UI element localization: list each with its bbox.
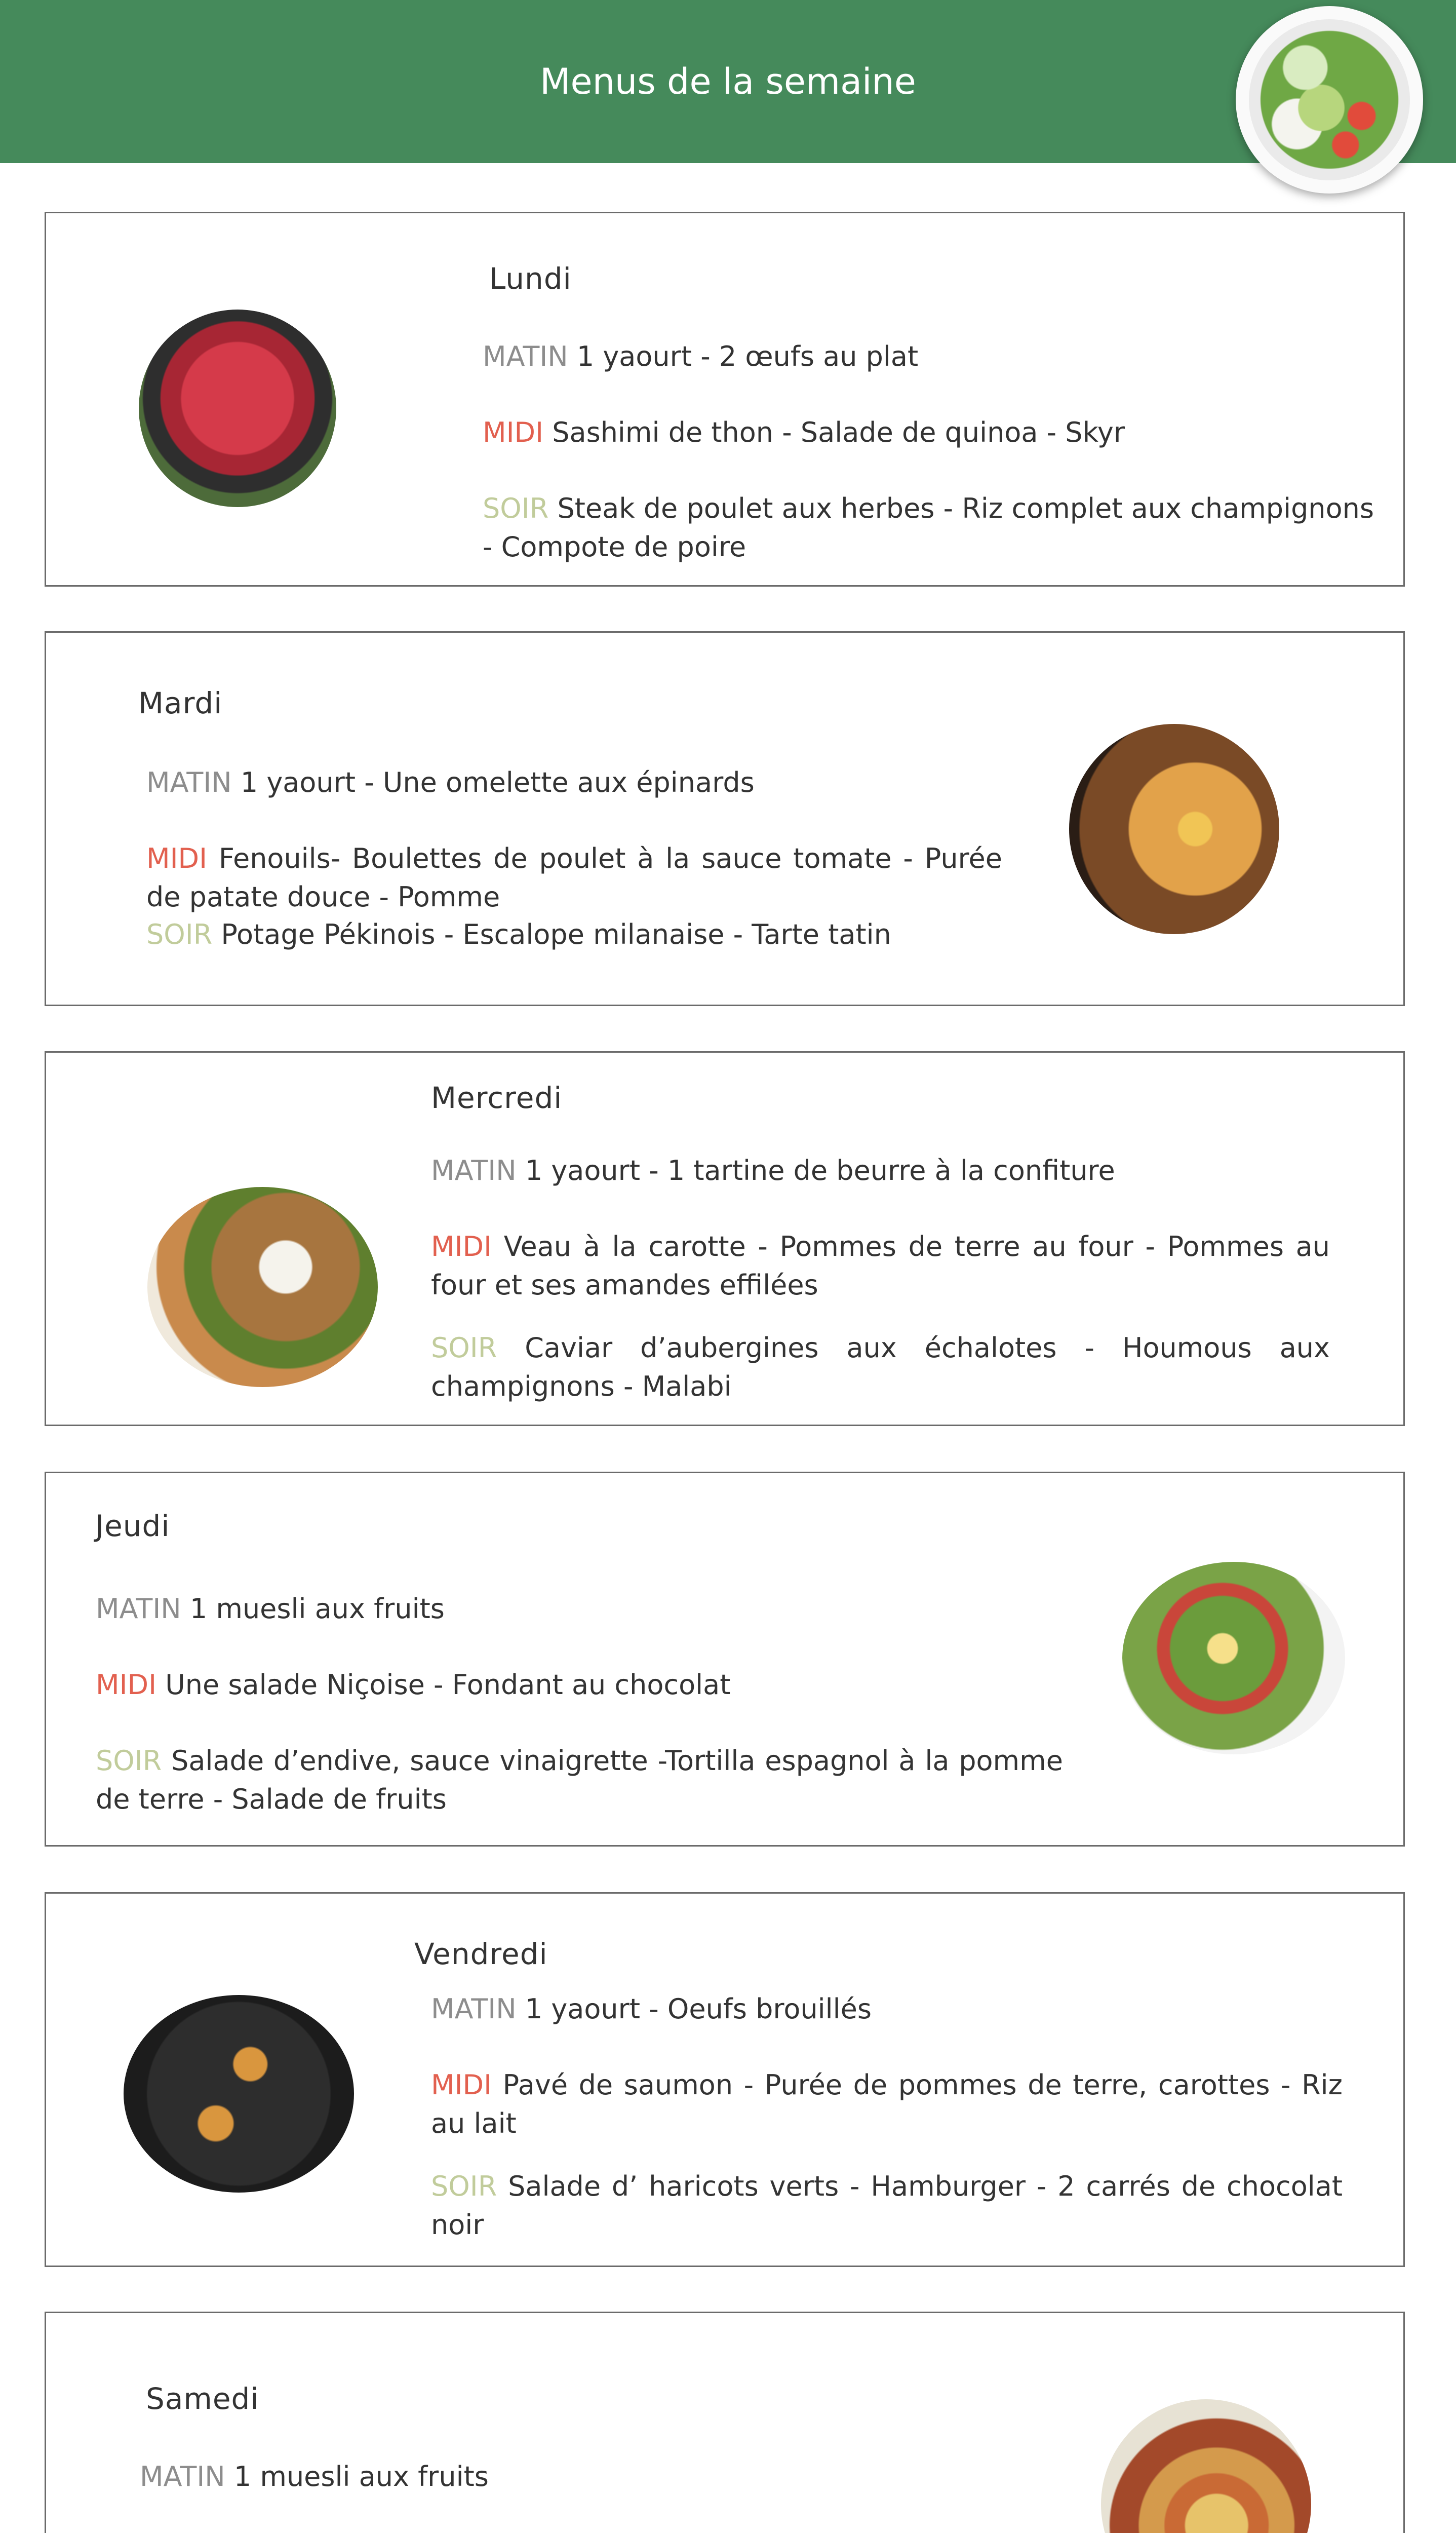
meal-text: Une salade Niçoise - Fondant au chocolat: [165, 1669, 731, 1701]
day-name: Vendredi: [414, 1937, 548, 1971]
label-matin: MATIN: [431, 1155, 517, 1186]
meal-text: Sashimi de thon - Salade de quinoa - Skyr: [552, 416, 1125, 448]
day-card-mardi: [45, 631, 1405, 1006]
label-soir: SOIR: [146, 918, 213, 950]
meal-matin: [96, 1590, 1063, 1628]
meal-matin: [146, 763, 1002, 802]
couscous-image: [1101, 2399, 1311, 2533]
label-soir: SOIR: [431, 1332, 497, 1364]
meal-text: 1 yaourt - Une omelette aux épinards: [240, 766, 755, 798]
day-card-lundi: [45, 212, 1405, 587]
meal-text: Steak de poulet aux herbes - Riz complet aux champignons - Compote de poire: [483, 492, 1374, 563]
meal-text: 1 yaourt - 2 œufs au plat: [576, 340, 919, 372]
meal-text: Pavé de saumon - Purée de pommes de terre, carottes - Riz au lait: [431, 2069, 1343, 2139]
label-midi: MIDI: [96, 1669, 157, 1701]
meal-soir: [431, 2167, 1343, 2244]
day-name: Mercredi: [431, 1081, 563, 1115]
meal-matin: [483, 337, 1374, 376]
meal-soir: [483, 489, 1374, 566]
day-name: Jeudi: [95, 1509, 170, 1543]
meal-matin: [431, 1152, 1330, 1190]
meal-soir: [96, 1742, 1063, 1819]
meal-midi: [483, 413, 1374, 452]
meal-soir: [146, 915, 1002, 954]
label-midi: MIDI: [483, 416, 544, 448]
label-soir: SOIR: [96, 1745, 162, 1777]
day-name: Samedi: [146, 2382, 259, 2416]
hamburger-image: [124, 1995, 354, 2193]
label-midi: MIDI: [431, 1231, 492, 1262]
meal-text: 1 yaourt - Oeufs brouillés: [525, 1993, 872, 2025]
day-name: Mardi: [138, 686, 223, 720]
label-matin: MATIN: [140, 2461, 225, 2492]
meal-text: 1 muesli aux fruits: [189, 1593, 445, 1625]
meal-midi: [431, 2066, 1343, 2143]
label-soir: SOIR: [483, 492, 549, 524]
meal-text: Salade d’ haricots verts - Hamburger - 2 carrés de chocolat noir: [431, 2170, 1343, 2241]
label-matin: MATIN: [431, 1993, 517, 2025]
day-card-vendredi: [45, 1892, 1405, 2267]
meal-text: Fenouils- Boulettes de poulet à la sauce tomate - Purée de patate douce - Pomme: [146, 842, 1002, 913]
day-name: Lundi: [489, 261, 572, 296]
meal-midi: [146, 839, 1002, 916]
meal-text: 1 yaourt - 1 tartine de beurre à la confiture: [525, 1155, 1115, 1186]
page-title: Menus de la semaine: [540, 61, 916, 102]
salad-plate-image: [1236, 6, 1423, 194]
nicoise-salad-image: [1122, 1562, 1345, 1754]
meal-midi: [431, 1227, 1330, 1304]
meal-text: Caviar d’aubergines aux échalotes - Houmous aux champignons - Malabi: [431, 1332, 1330, 1402]
day-card-jeudi: [45, 1472, 1405, 1847]
meal-soir: [431, 1329, 1330, 1406]
meal-text: Salade d’endive, sauce vinaigrette -Tortilla espagnol à la pomme de terre - Salade de fruits: [96, 1745, 1063, 1815]
meal-text: 1 muesli aux fruits: [233, 2461, 489, 2492]
label-midi: MIDI: [431, 2069, 492, 2101]
day-card-mercredi: [45, 1051, 1405, 1426]
tuna-sashimi-image: [139, 310, 336, 507]
label-soir: SOIR: [431, 2170, 497, 2202]
label-matin: MATIN: [146, 766, 232, 798]
meal-matin: [431, 1990, 1343, 2028]
meal-midi: [96, 1666, 1063, 1704]
mushroom-dish-image: [147, 1187, 378, 1387]
meal-text: Veau à la carotte - Pommes de terre au four - Pommes au four et ses amandes effilées: [431, 1231, 1330, 1301]
label-matin: MATIN: [96, 1593, 181, 1625]
meal-matin: [140, 2458, 1153, 2496]
label-midi: MIDI: [146, 842, 208, 874]
day-card-samedi: [45, 2312, 1405, 2533]
label-matin: MATIN: [483, 340, 568, 372]
meal-text: Potage Pékinois - Escalope milanaise - Tarte tatin: [221, 918, 891, 950]
escalope-image: [1069, 724, 1279, 934]
